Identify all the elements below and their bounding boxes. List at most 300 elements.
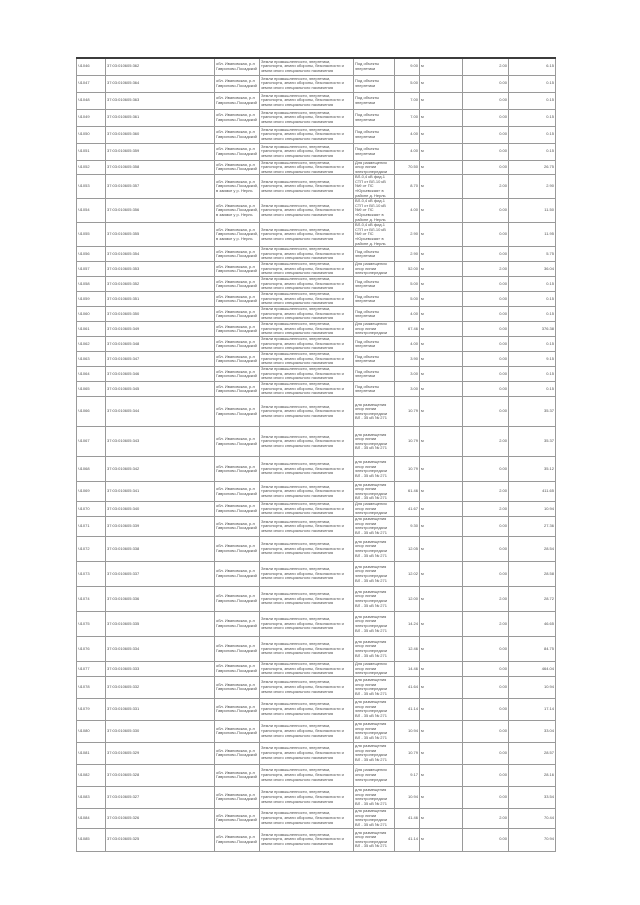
cell-coefficient: 0.00 xyxy=(463,307,509,322)
cell-location: обл. Ивановская, р-н Гаврилово-Посадский xyxy=(215,126,260,143)
cell-area-value: 12.02 xyxy=(395,561,420,586)
cell-parcel-code: Ч1060 xyxy=(77,307,106,322)
cell-land-category: Земли промышленности, энергетики, транспорта, земли обороны, безопасности и земли иного специального назначения xyxy=(260,676,354,698)
cell-rent-amount: 0.15 xyxy=(509,75,556,92)
cell-permitted-use: для размещения опор линии электропередачи ВЛ - 35 кВ № 271 xyxy=(354,611,395,636)
cell-parcel-code: Ч1053 xyxy=(77,175,106,199)
cell-area-value: 52.00 xyxy=(395,262,420,277)
cell-area-unit: м xyxy=(420,611,463,636)
cell-area-value: 10.94 xyxy=(395,720,420,742)
cell-area-value: 9.30 xyxy=(395,516,420,536)
cell-area-value: 10.79 xyxy=(395,742,420,764)
cell-parcel-code: Ч1078 xyxy=(77,676,106,698)
cell-area-value: 12.00 xyxy=(395,586,420,611)
cell-location: обл. Ивановская, р-н Гаврилово-Посадский xyxy=(215,247,260,262)
cell-parcel-code: Ч1049 xyxy=(77,109,106,126)
cell-location: обл. Ивановская, р-н Гаврилово-Посадский xyxy=(215,516,260,536)
cell-location: обл. Ивановская, р-н Гаврилово-Посадский xyxy=(215,786,260,808)
cell-land-category: Земли промышленности, энергетики, транспорта, земли обороны, безопасности и земли иного специального назначения xyxy=(260,808,354,828)
cell-area-value: 14.24 xyxy=(395,611,420,636)
table-row xyxy=(77,786,556,808)
cell-land-category: Земли промышленности, энергетики, транспорта, земли обороны, безопасности и земли иного специального назначения xyxy=(260,75,354,92)
cell-location: обл. Ивановская, р-н Гаврилово-Посадский, в заимке у р. Нерль xyxy=(215,199,260,223)
table-row xyxy=(77,160,556,175)
cell-cadastral-number: 37:03:010605:360 xyxy=(106,126,215,143)
cell-cadastral-number: 37:03:010605:354 xyxy=(106,247,215,262)
cell-coefficient: 2.00 xyxy=(463,611,509,636)
cell-area-value: 3.00 xyxy=(395,382,420,397)
cell-area-value: 12.05 xyxy=(395,536,420,561)
cell-area-unit: м xyxy=(420,382,463,397)
cell-area-unit: м xyxy=(420,337,463,352)
cell-coefficient: 0.00 xyxy=(463,223,509,247)
table-row xyxy=(77,720,556,742)
cell-cadastral-number: 37:03:010605:326 xyxy=(106,808,215,828)
cell-parcel-code: Ч1051 xyxy=(77,143,106,160)
cell-location: обл. Ивановская, р-н Гаврилово-Посадский xyxy=(215,397,260,427)
cell-location: обл. Ивановская, р-н Гаврилово-Посадский xyxy=(215,367,260,382)
cell-rent-amount: 0.15 xyxy=(509,126,556,143)
cell-parcel-code: Ч1068 xyxy=(77,457,106,482)
cell-cadastral-number: 37:03:010605:344 xyxy=(106,397,215,427)
cell-location: обл. Ивановская, р-н Гаврилово-Посадский xyxy=(215,661,260,676)
cell-permitted-use: Под объекты энергетики xyxy=(354,292,395,307)
cell-rent-amount: 46.65 xyxy=(509,611,556,636)
cell-land-category: Земли промышленности, энергетики, транспорта, земли обороны, безопасности и земли иного специального назначения xyxy=(260,160,354,175)
cell-cadastral-number: 37:03:010605:355 xyxy=(106,223,215,247)
cell-coefficient: 2.00 xyxy=(463,502,509,517)
cell-location: обл. Ивановская, р-н Гаврилово-Посадский xyxy=(215,58,260,75)
cell-parcel-code: Ч1061 xyxy=(77,322,106,337)
cell-coefficient: 2.00 xyxy=(463,586,509,611)
cell-land-category: Земли промышленности, энергетики, транспорта, земли обороны, безопасности и земли иного специального назначения xyxy=(260,143,354,160)
cell-coefficient: 2.00 xyxy=(463,808,509,828)
cell-parcel-code: Ч1054 xyxy=(77,199,106,223)
cell-land-category: Земли промышленности, энергетики, транспорта, земли обороны, безопасности и земли иного специального назначения xyxy=(260,457,354,482)
cell-land-category: Земли промышленности, энергетики, транспорта, земли обороны, безопасности и земли иного специального назначения xyxy=(260,277,354,292)
cell-parcel-code: Ч1048 xyxy=(77,92,106,109)
cell-parcel-code: Ч1073 xyxy=(77,561,106,586)
cell-rent-amount: 35.37 xyxy=(509,427,556,457)
cell-parcel-code: Ч1070 xyxy=(77,502,106,517)
cell-location: обл. Ивановская, р-н Гаврилово-Посадский xyxy=(215,828,260,851)
cell-area-unit: м xyxy=(420,160,463,175)
cell-cadastral-number: 37:03:010605:328 xyxy=(106,764,215,786)
table-row xyxy=(77,516,556,536)
cell-coefficient: 0.00 xyxy=(463,720,509,742)
cell-rent-amount: 376.38 xyxy=(509,322,556,337)
cell-parcel-code: Ч1052 xyxy=(77,160,106,175)
table-body xyxy=(77,58,556,851)
cell-permitted-use: для размещения опор линии электропередачи ВЛ - 35 кВ № 271 xyxy=(354,636,395,661)
cell-area-unit: м xyxy=(420,786,463,808)
cell-coefficient: 0.00 xyxy=(463,277,509,292)
cell-rent-amount: 27.36 xyxy=(509,516,556,536)
cell-permitted-use: для размещения опор линии электропередачи ВЛ - 35 кВ № 271 xyxy=(354,586,395,611)
cell-location: обл. Ивановская, р-н Гаврилово-Посадский xyxy=(215,352,260,367)
cell-parcel-code: Ч1050 xyxy=(77,126,106,143)
cell-land-category: Земли промышленности, энергетики, транспорта, земли обороны, безопасности и земли иного специального назначения xyxy=(260,586,354,611)
cell-cadastral-number: 37:03:010605:351 xyxy=(106,292,215,307)
cell-area-value: 12.46 xyxy=(395,636,420,661)
cell-coefficient: 0.00 xyxy=(463,367,509,382)
cell-land-category: Земли промышленности, энергетики, транспорта, земли обороны, безопасности и земли иного специального назначения xyxy=(260,536,354,561)
cell-area-value: 2.90 xyxy=(395,223,420,247)
cell-cadastral-number: 37:03:010605:329 xyxy=(106,742,215,764)
registry-table xyxy=(76,57,556,852)
cell-permitted-use: ВЛ-0,4 кВ фид.1 СТП от ВЛ-10 кВ №9 от ПС «Юрьевская» в районе д. Нерль xyxy=(354,175,395,199)
cell-cadastral-number: 37:03:010605:352 xyxy=(106,277,215,292)
cell-area-value: 4.00 xyxy=(395,126,420,143)
cell-cadastral-number: 37:03:010605:353 xyxy=(106,262,215,277)
cell-location: обл. Ивановская, р-н Гаврилово-Посадский xyxy=(215,482,260,502)
cell-area-value: 4.00 xyxy=(395,143,420,160)
cell-permitted-use: Под объекты энергетики xyxy=(354,109,395,126)
cell-parcel-code: Ч1062 xyxy=(77,337,106,352)
cell-permitted-use: Для размещения опор линии электропередачи xyxy=(354,502,395,517)
cell-coefficient: 2.00 xyxy=(463,262,509,277)
table-row xyxy=(77,109,556,126)
cell-land-category: Земли промышленности, энергетики, транспорта, земли обороны, безопасности и земли иного специального назначения xyxy=(260,698,354,720)
cell-area-value: 10.94 xyxy=(395,786,420,808)
cell-land-category: Земли промышленности, энергетики, транспорта, земли обороны, безопасности и земли иного специального назначения xyxy=(260,92,354,109)
cell-parcel-code: Ч1075 xyxy=(77,611,106,636)
table-row xyxy=(77,277,556,292)
cell-coefficient: 0.00 xyxy=(463,337,509,352)
cell-area-value: 14.46 xyxy=(395,661,420,676)
cell-land-category: Земли промышленности, энергетики, транспорта, земли обороны, безопасности и земли иного специального назначения xyxy=(260,262,354,277)
cell-area-value: 3.00 xyxy=(395,367,420,382)
cell-permitted-use: для размещения опор линии электропередачи ВЛ - 35 кВ № 271 xyxy=(354,427,395,457)
cell-permitted-use: для размещения опор линии электропередачи ВЛ - 35 кВ № 271 xyxy=(354,536,395,561)
cell-area-unit: м xyxy=(420,516,463,536)
cell-parcel-code: Ч1058 xyxy=(77,277,106,292)
cell-cadastral-number: 37:03:010605:338 xyxy=(106,536,215,561)
cell-permitted-use: для размещения опор линии электропередачи ВЛ - 35 кВ № 271 xyxy=(354,397,395,427)
cell-permitted-use: для размещения опор линии электропередачи ВЛ - 35 кВ № 271 xyxy=(354,828,395,851)
table-row xyxy=(77,58,556,75)
cell-area-value: 41.14 xyxy=(395,698,420,720)
cell-cadastral-number: 37:03:010605:337 xyxy=(106,561,215,586)
cell-location: обл. Ивановская, р-н Гаврилово-Посадский xyxy=(215,808,260,828)
cell-location: обл. Ивановская, р-н Гаврилово-Посадский xyxy=(215,698,260,720)
table-row xyxy=(77,427,556,457)
table-row xyxy=(77,126,556,143)
cell-rent-amount: 11.50 xyxy=(509,199,556,223)
cell-rent-amount: 11.95 xyxy=(509,223,556,247)
cell-area-unit: м xyxy=(420,742,463,764)
cell-permitted-use: Под объекты энергетики xyxy=(354,382,395,397)
cell-coefficient: 0.00 xyxy=(463,382,509,397)
cell-area-unit: м xyxy=(420,808,463,828)
cell-parcel-code: Ч1063 xyxy=(77,352,106,367)
cell-land-category: Земли промышленности, энергетики, транспорта, земли обороны, безопасности и земли иного специального назначения xyxy=(260,636,354,661)
cell-rent-amount: 411.65 xyxy=(509,482,556,502)
cell-rent-amount: 10.94 xyxy=(509,502,556,517)
cell-cadastral-number: 37:03:010605:349 xyxy=(106,322,215,337)
cell-coefficient: 0.00 xyxy=(463,247,509,262)
cell-area-value: 7.00 xyxy=(395,92,420,109)
cell-parcel-code: Ч1047 xyxy=(77,75,106,92)
cell-location: обл. Ивановская, р-н Гаврилово-Посадский xyxy=(215,109,260,126)
cell-land-category: Земли промышленности, энергетики, транспорта, земли обороны, безопасности и земли иного специального назначения xyxy=(260,720,354,742)
cell-parcel-code: Ч1071 xyxy=(77,516,106,536)
cell-cadastral-number: 37:03:010605:362 xyxy=(106,58,215,75)
cell-land-category: Земли промышленности, энергетики, транспорта, земли обороны, безопасности и земли иного специального назначения xyxy=(260,516,354,536)
cell-land-category: Земли промышленности, энергетики, транспорта, земли обороны, безопасности и земли иного специального назначения xyxy=(260,502,354,517)
cell-rent-amount: 0.15 xyxy=(509,382,556,397)
cell-area-value: 7.00 xyxy=(395,109,420,126)
cell-area-unit: м xyxy=(420,586,463,611)
cell-cadastral-number: 37:03:010605:346 xyxy=(106,367,215,382)
cell-coefficient: 0.00 xyxy=(463,199,509,223)
cell-area-unit: м xyxy=(420,720,463,742)
cell-location: обл. Ивановская, р-н Гаврилово-Посадский xyxy=(215,457,260,482)
cell-parcel-code: Ч1072 xyxy=(77,536,106,561)
cell-rent-amount: 26.75 xyxy=(509,160,556,175)
cell-land-category: Земли промышленности, энергетики, транспорта, земли обороны, безопасности и земли иного специального назначения xyxy=(260,764,354,786)
cell-rent-amount: 28.58 xyxy=(509,561,556,586)
cell-land-category: Земли промышленности, энергетики, транспорта, земли обороны, безопасности и земли иного специального назначения xyxy=(260,382,354,397)
cell-parcel-code: Ч1057 xyxy=(77,262,106,277)
table-row xyxy=(77,307,556,322)
cell-cadastral-number: 37:03:010605:356 xyxy=(106,199,215,223)
cell-cadastral-number: 37:03:010605:363 xyxy=(106,92,215,109)
cell-parcel-code: Ч1074 xyxy=(77,586,106,611)
cell-land-category: Земли промышленности, энергетики, транспорта, земли обороны, безопасности и земли иного специального назначения xyxy=(260,322,354,337)
cell-cadastral-number: 37:03:010605:325 xyxy=(106,828,215,851)
cell-cadastral-number: 37:03:010605:358 xyxy=(106,160,215,175)
cell-area-unit: м xyxy=(420,661,463,676)
cell-coefficient: 0.00 xyxy=(463,292,509,307)
cell-coefficient: 0.00 xyxy=(463,676,509,698)
cell-permitted-use: Для размещения опор линии электропередачи xyxy=(354,764,395,786)
table-row xyxy=(77,247,556,262)
cell-area-value: 41.46 xyxy=(395,808,420,828)
cell-area-value: 61.46 xyxy=(395,482,420,502)
table-row xyxy=(77,536,556,561)
cell-permitted-use: для размещения опор линии электропередачи ВЛ - 35 кВ № 271 xyxy=(354,676,395,698)
cell-area-unit: м xyxy=(420,397,463,427)
cell-permitted-use: для размещения опор линии электропередачи ВЛ - 35 кВ № 271 xyxy=(354,698,395,720)
cell-location: обл. Ивановская, р-н Гаврилово-Посадский xyxy=(215,427,260,457)
cell-permitted-use: Под объекты энергетики xyxy=(354,143,395,160)
cell-coefficient: 0.00 xyxy=(463,397,509,427)
cell-cadastral-number: 37:03:010605:359 xyxy=(106,143,215,160)
cell-cadastral-number: 37:03:010605:350 xyxy=(106,307,215,322)
cell-permitted-use: Под объекты энергетики xyxy=(354,277,395,292)
cell-land-category: Земли промышленности, энергетики, транспорта, земли обороны, безопасности и земли иного специального назначения xyxy=(260,367,354,382)
cell-area-unit: м xyxy=(420,457,463,482)
cell-rent-amount: 70.44 xyxy=(509,808,556,828)
cell-land-category: Земли промышленности, энергетики, транспорта, земли обороны, безопасности и земли иного специального назначения xyxy=(260,352,354,367)
cell-permitted-use: для размещения опор линии электропередачи ВЛ - 35 кВ № 271 xyxy=(354,516,395,536)
cell-parcel-code: Ч1056 xyxy=(77,247,106,262)
cell-location: обл. Ивановская, р-н Гаврилово-Посадский xyxy=(215,322,260,337)
cell-area-value: 41.67 xyxy=(395,502,420,517)
cell-area-unit: м xyxy=(420,636,463,661)
cell-cadastral-number: 37:03:010605:327 xyxy=(106,786,215,808)
cell-parcel-code: Ч1079 xyxy=(77,698,106,720)
cell-land-category: Земли промышленности, энергетики, транспорта, земли обороны, безопасности и земли иного специального назначения xyxy=(260,661,354,676)
table-row xyxy=(77,661,556,676)
cell-location: обл. Ивановская, р-н Гаврилово-Посадский xyxy=(215,307,260,322)
cell-coefficient: 0.00 xyxy=(463,742,509,764)
cell-cadastral-number: 37:03:010605:335 xyxy=(106,611,215,636)
cell-rent-amount: 28.54 xyxy=(509,536,556,561)
cell-parcel-code: Ч1083 xyxy=(77,786,106,808)
cell-land-category: Земли промышленности, энергетики, транспорта, земли обороны, безопасности и земли иного специального назначения xyxy=(260,126,354,143)
table-row xyxy=(77,143,556,160)
cell-rent-amount: 9.15 xyxy=(509,352,556,367)
cell-location: обл. Ивановская, р-н Гаврилово-Посадский xyxy=(215,92,260,109)
cell-coefficient: 0.00 xyxy=(463,322,509,337)
table-row xyxy=(77,322,556,337)
cell-location: обл. Ивановская, р-н Гаврилово-Посадский xyxy=(215,262,260,277)
cell-permitted-use: Для размещения опор линии электропередачи xyxy=(354,262,395,277)
table-row xyxy=(77,482,556,502)
cell-coefficient: 2.00 xyxy=(463,175,509,199)
cell-area-unit: м xyxy=(420,307,463,322)
cell-permitted-use: для размещения опор линии электропередачи ВЛ - 35 кВ № 271 xyxy=(354,720,395,742)
cell-coefficient: 0.00 xyxy=(463,698,509,720)
cell-rent-amount: 0.15 xyxy=(509,109,556,126)
cell-area-value: 3.90 xyxy=(395,352,420,367)
cell-area-value: 4.00 xyxy=(395,337,420,352)
cell-area-unit: м xyxy=(420,322,463,337)
cell-cadastral-number: 37:03:010605:333 xyxy=(106,661,215,676)
cell-coefficient: 0.00 xyxy=(463,516,509,536)
cell-parcel-code: Ч1085 xyxy=(77,828,106,851)
cell-cadastral-number: 37:03:010605:345 xyxy=(106,382,215,397)
cell-rent-amount: 2.90 xyxy=(509,175,556,199)
table-row xyxy=(77,457,556,482)
cell-permitted-use: ВЛ-0,4 кВ фид.1 СТП от ВЛ-10 кВ №9 от ПС «Юрьевская» в районе д. Нерль xyxy=(354,223,395,247)
cell-permitted-use: Под объекты энергетики xyxy=(354,352,395,367)
cell-rent-amount: 33.04 xyxy=(509,720,556,742)
cell-coefficient: 0.00 xyxy=(463,828,509,851)
cell-permitted-use: для размещения опор линии электропередачи ВЛ - 35 кВ № 271 xyxy=(354,742,395,764)
cell-permitted-use: Под объекты энергетики xyxy=(354,307,395,322)
table-row xyxy=(77,175,556,199)
cell-location: обл. Ивановская, р-н Гаврилово-Посадский xyxy=(215,337,260,352)
cell-land-category: Земли промышленности, энергетики, транспорта, земли обороны, безопасности и земли иного специального назначения xyxy=(260,427,354,457)
cell-rent-amount: 0.15 xyxy=(509,143,556,160)
cell-parcel-code: Ч1066 xyxy=(77,397,106,427)
cell-cadastral-number: 37:03:010605:357 xyxy=(106,175,215,199)
cell-permitted-use: Под объекты энергетики xyxy=(354,247,395,262)
cell-coefficient: 0.00 xyxy=(463,457,509,482)
cell-cadastral-number: 37:03:010605:341 xyxy=(106,482,215,502)
cell-permitted-use: Под объекты энергетики xyxy=(354,367,395,382)
table-row xyxy=(77,75,556,92)
cell-area-value: 67.46 xyxy=(395,322,420,337)
cell-cadastral-number: 37:03:010605:364 xyxy=(106,75,215,92)
cell-parcel-code: Ч1055 xyxy=(77,223,106,247)
cell-coefficient: 0.00 xyxy=(463,764,509,786)
cell-area-unit: м xyxy=(420,223,463,247)
cell-cadastral-number: 37:03:010605:330 xyxy=(106,720,215,742)
cell-coefficient: 0.00 xyxy=(463,160,509,175)
cell-land-category: Земли промышленности, энергетики, транспорта, земли обороны, безопасности и земли иного специального назначения xyxy=(260,611,354,636)
table-row xyxy=(77,742,556,764)
cell-area-value: 8.70 xyxy=(395,175,420,199)
cell-permitted-use: Под объекты энергетики xyxy=(354,92,395,109)
cell-rent-amount: 35.37 xyxy=(509,397,556,427)
table-row xyxy=(77,367,556,382)
cell-permitted-use: для размещения опор линии электропередачи ВЛ - 35 кВ № 271 xyxy=(354,808,395,828)
table-row xyxy=(77,611,556,636)
cell-area-value: 10.79 xyxy=(395,427,420,457)
cell-area-unit: м xyxy=(420,536,463,561)
cell-cadastral-number: 37:03:010605:339 xyxy=(106,516,215,536)
cell-land-category: Земли промышленности, энергетики, транспорта, земли обороны, безопасности и земли иного специального назначения xyxy=(260,482,354,502)
cell-parcel-code: Ч1059 xyxy=(77,292,106,307)
cell-area-unit: м xyxy=(420,143,463,160)
cell-rent-amount: 0.15 xyxy=(509,307,556,322)
cell-location: обл. Ивановская, р-н Гаврилово-Посадский xyxy=(215,561,260,586)
cell-coefficient: 2.00 xyxy=(463,58,509,75)
table-row xyxy=(77,337,556,352)
cell-location: обл. Ивановская, р-н Гаврилово-Посадский xyxy=(215,764,260,786)
cell-location: обл. Ивановская, р-н Гаврилово-Посадский xyxy=(215,720,260,742)
cell-land-category: Земли промышленности, энергетики, транспорта, земли обороны, безопасности и земли иного специального назначения xyxy=(260,561,354,586)
cell-coefficient: 0.00 xyxy=(463,352,509,367)
cell-location: обл. Ивановская, р-н Гаврилово-Посадский xyxy=(215,160,260,175)
cell-land-category: Земли промышленности, энергетики, транспорта, земли обороны, безопасности и земли иного специального назначения xyxy=(260,828,354,851)
cell-area-unit: м xyxy=(420,352,463,367)
cell-location: обл. Ивановская, р-н Гаврилово-Посадский xyxy=(215,75,260,92)
cell-coefficient: 0.00 xyxy=(463,661,509,676)
cell-coefficient: 0.00 xyxy=(463,561,509,586)
cell-rent-amount: 0.15 xyxy=(509,277,556,292)
cell-land-category: Земли промышленности, энергетики, транспорта, земли обороны, безопасности и земли иного специального назначения xyxy=(260,337,354,352)
cell-parcel-code: Ч1069 xyxy=(77,482,106,502)
cell-area-unit: м xyxy=(420,262,463,277)
cell-parcel-code: Ч1076 xyxy=(77,636,106,661)
cell-land-category: Земли промышленности, энергетики, транспорта, земли обороны, безопасности и земли иного специального назначения xyxy=(260,397,354,427)
cell-permitted-use: для размещения опор линии электропередачи ВЛ - 35 кВ № 271 xyxy=(354,561,395,586)
cell-location: обл. Ивановская, р-н Гаврилово-Посадский xyxy=(215,277,260,292)
cell-coefficient: 0.00 xyxy=(463,92,509,109)
cell-area-unit: м xyxy=(420,109,463,126)
cell-area-value: 5.00 xyxy=(395,277,420,292)
cell-permitted-use: Под объекты энергетики xyxy=(354,58,395,75)
cell-rent-amount: 28.57 xyxy=(509,742,556,764)
cell-coefficient: 0.00 xyxy=(463,75,509,92)
cell-parcel-code: Ч1077 xyxy=(77,661,106,676)
cell-permitted-use: Под объекты энергетики xyxy=(354,126,395,143)
cell-cadastral-number: 37:03:010605:336 xyxy=(106,586,215,611)
cell-rent-amount: 0.15 xyxy=(509,92,556,109)
cell-location: обл. Ивановская, р-н Гаврилово-Посадский xyxy=(215,382,260,397)
cell-cadastral-number: 37:03:010605:347 xyxy=(106,352,215,367)
cell-area-unit: м xyxy=(420,58,463,75)
cell-area-unit: м xyxy=(420,367,463,382)
cell-coefficient: 0.00 xyxy=(463,536,509,561)
cell-area-unit: м xyxy=(420,175,463,199)
cell-location: обл. Ивановская, р-н Гаврилово-Посадский xyxy=(215,143,260,160)
cell-cadastral-number: 37:03:010605:331 xyxy=(106,698,215,720)
cell-area-unit: м xyxy=(420,561,463,586)
cell-parcel-code: Ч1080 xyxy=(77,720,106,742)
cell-parcel-code: Ч1081 xyxy=(77,742,106,764)
cell-land-category: Земли промышленности, энергетики, транспорта, земли обороны, безопасности и земли иного специального назначения xyxy=(260,199,354,223)
cell-land-category: Земли промышленности, энергетики, транспорта, земли обороны, безопасности и земли иного специального назначения xyxy=(260,247,354,262)
cell-location: обл. Ивановская, р-н Гаврилово-Посадский xyxy=(215,292,260,307)
cell-area-value: 5.00 xyxy=(395,292,420,307)
cell-coefficient: 0.00 xyxy=(463,636,509,661)
